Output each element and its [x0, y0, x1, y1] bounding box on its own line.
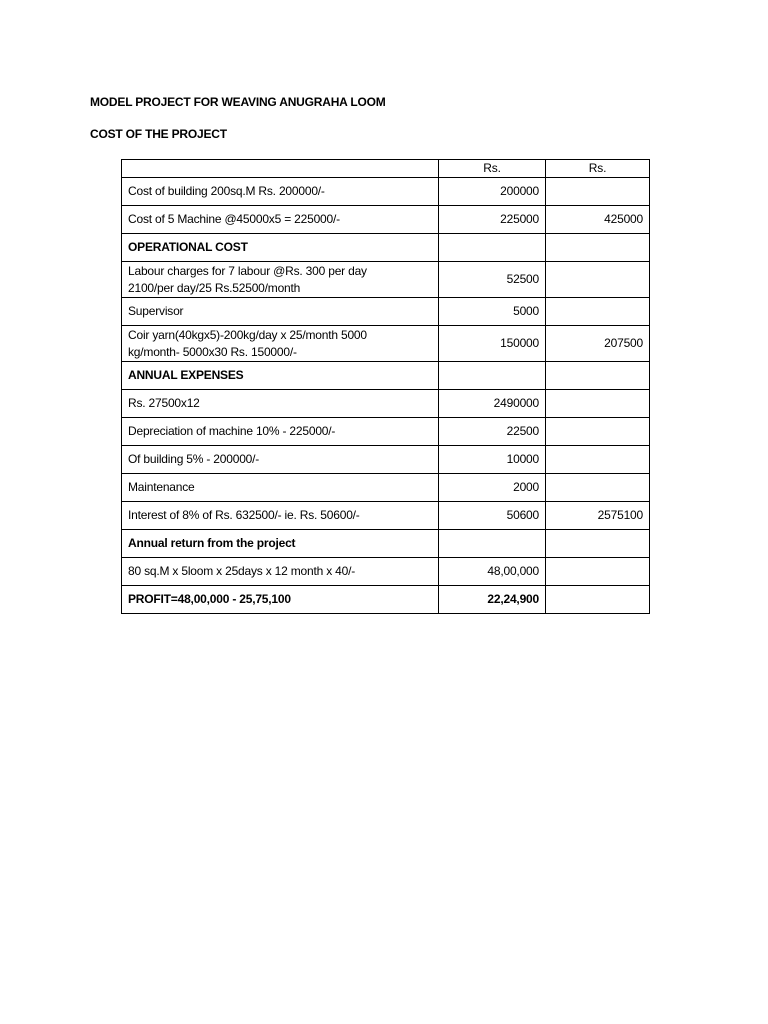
row-amount: 2000: [439, 474, 546, 502]
table-row: [122, 262, 650, 298]
row-total: [546, 262, 650, 298]
cost-table: [121, 159, 650, 614]
row-amount: [439, 234, 546, 262]
row-total: [546, 298, 650, 326]
row-description: OPERATIONAL COST: [122, 234, 439, 262]
row-amount: 10000: [439, 446, 546, 474]
section-title: COST OF THE PROJECT: [90, 127, 227, 141]
row-total: [546, 418, 650, 446]
row-description: Supervisor: [122, 298, 439, 326]
row-amount: 22500: [439, 418, 546, 446]
table-row: [122, 178, 650, 206]
row-total: [546, 390, 650, 418]
row-description-line: Coir yarn(40kgx5)-200kg/day x 25/month 5000: [128, 327, 367, 342]
row-description: [122, 262, 439, 298]
row-description: 80 sq.M x 5loom x 25days x 12 month x 40/-: [122, 558, 439, 586]
table-row: [122, 418, 650, 446]
row-amount: 48,00,000: [439, 558, 546, 586]
section-header-row: [122, 530, 650, 558]
section-header-row: [122, 234, 650, 262]
row-amount: 2490000: [439, 390, 546, 418]
table-row: [122, 446, 650, 474]
row-total: 425000: [546, 206, 650, 234]
header-cell-description: [122, 160, 439, 178]
table-row: [122, 390, 650, 418]
row-amount: 225000: [439, 206, 546, 234]
row-description-line: kg/month- 5000x30 Rs. 150000/-: [128, 344, 297, 359]
row-total: [546, 446, 650, 474]
row-total: [546, 178, 650, 206]
row-total: [546, 530, 650, 558]
row-amount: 22,24,900: [439, 586, 546, 614]
row-amount: 200000: [439, 178, 546, 206]
row-amount: 5000: [439, 298, 546, 326]
row-total: 2575100: [546, 502, 650, 530]
row-description: Of building 5% - 200000/-: [122, 446, 439, 474]
row-description: Cost of 5 Machine @45000x5 = 225000/-: [122, 206, 439, 234]
row-description: Interest of 8% of Rs. 632500/- ie. Rs. 50600/-: [122, 502, 439, 530]
table-row: [122, 502, 650, 530]
row-description: PROFIT=48,00,000 - 25,75,100: [122, 586, 439, 614]
table-row: [122, 298, 650, 326]
section-header-row: [122, 362, 650, 390]
header-cell-amount: Rs.: [439, 160, 546, 178]
header-cell-total: Rs.: [546, 160, 650, 178]
table-row: [122, 558, 650, 586]
row-total: [546, 362, 650, 390]
row-description: Annual return from the project: [122, 530, 439, 558]
row-amount: 150000: [439, 326, 546, 362]
table-header-row: [122, 160, 650, 178]
row-description: ANNUAL EXPENSES: [122, 362, 439, 390]
row-description: Maintenance: [122, 474, 439, 502]
row-amount: 50600: [439, 502, 546, 530]
profit-row: [122, 586, 650, 614]
row-description: Rs. 27500x12: [122, 390, 439, 418]
table-row: [122, 474, 650, 502]
row-description: Depreciation of machine 10% - 225000/-: [122, 418, 439, 446]
row-description-line: 2100/per day/25 Rs.52500/month: [128, 280, 301, 295]
row-description-line: Labour charges for 7 labour @Rs. 300 per day: [128, 263, 367, 278]
table-row: [122, 206, 650, 234]
row-total: [546, 234, 650, 262]
table-row: [122, 326, 650, 362]
row-amount: 52500: [439, 262, 546, 298]
page-title: MODEL PROJECT FOR WEAVING ANUGRAHA LOOM: [90, 95, 386, 109]
row-total: [546, 558, 650, 586]
row-total: 207500: [546, 326, 650, 362]
row-total: [546, 586, 650, 614]
row-description: [122, 326, 439, 362]
row-amount: [439, 530, 546, 558]
row-amount: [439, 362, 546, 390]
row-description: Cost of building 200sq.M Rs. 200000/-: [122, 178, 439, 206]
row-total: [546, 474, 650, 502]
